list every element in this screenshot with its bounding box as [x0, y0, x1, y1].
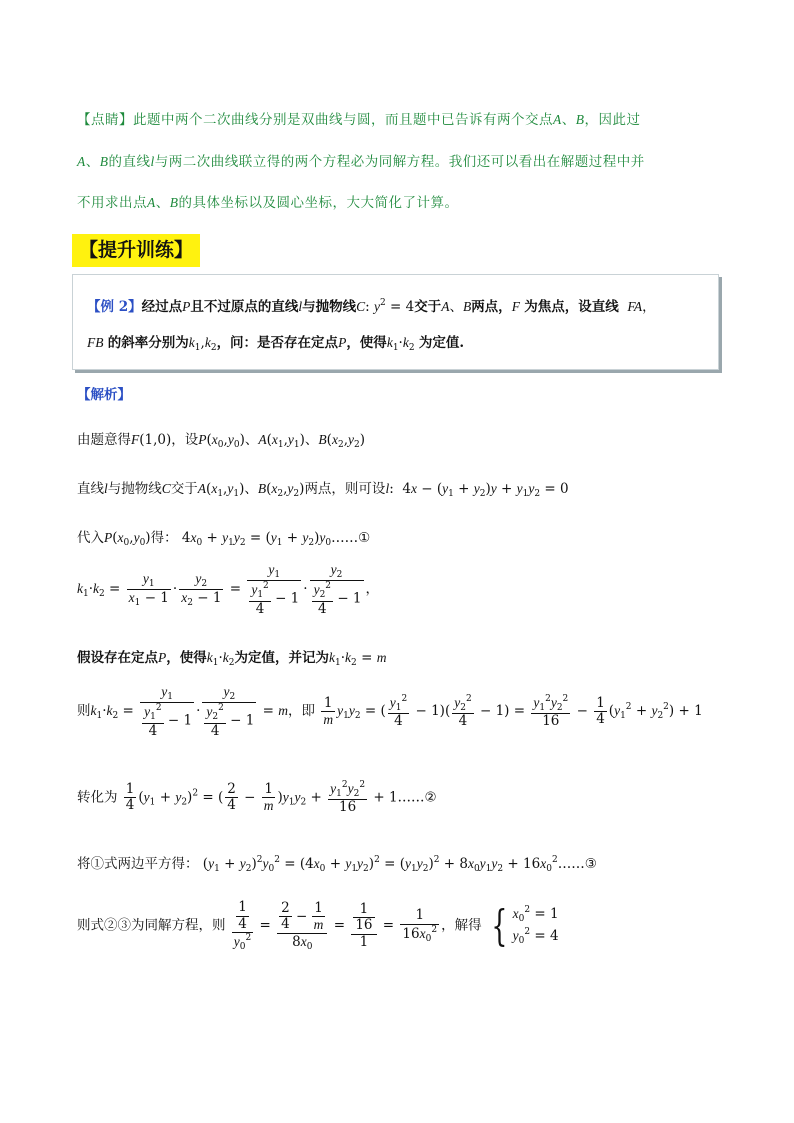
solution-line-4: $k_1\cdot k_2$ = $\frac{y_1}{x_1 - 1}$ · $\frac{y_2}{x_2 - 1}$ = $y_1$ $\frac{y_1^2}{4}$ − 1 · $y_2$ $\frac{y_2^2}{4}$ − 1 ，	[77, 562, 380, 617]
hint-line-2: A、B的直线l与两二次曲线联立得的两个方程必为同解方程。我们还可以看出在解题过程中并	[77, 154, 645, 170]
solution-line-1: 由题意得F(1,0)，设$P(x_0,y_0)$、$A(x_1,y_1)$、$B(x_2,y_2)$	[77, 432, 365, 450]
solution-line-2: 直线l与抛物线C交于$A(x_1,y_1)$、$B(x_2,y_2)$两点，则可设l: $4x - (y_1 + y_2)y + y_1y_2 = 0$	[77, 481, 569, 499]
solution-line-7: 转化为 $\frac{1}{4}$ $(y_1 + y_2)^2$ = ( $\frac{2}{4}$ − $\frac{1}{m}$ )$y_1y_2$ + $\frac{y_1^2y_2^2}{16}$ + 1……②	[77, 780, 437, 816]
hint-line-1: 【点睛】此题中两个二次曲线分别是双曲线与圆，而且题中已告诉有两个交点A、B，因此过	[77, 112, 641, 128]
solution-line-9: 则式②③为同解方程，则 $\frac{\frac{1}{4}}{y_0^2}$ = $\frac{2}{4}$ − $\frac{1}{m}$ $8x_0$ = $\frac{\frac{1}{16}}{1}$ = $\frac{1}{16x_0^2}$ ，解得 { $x_0^2 = 1$ $y_0^2 = 4$	[77, 899, 559, 953]
hint-line-3: 不用求出点A、B的具体坐标以及圆心坐标，大大简化了计算。	[77, 195, 459, 211]
example-line-1: 【例 2】经过点P且不过原点的直线l与抛物线C: $y^2 = 4$交于A、B两点，F 为焦点，设直线 FA，	[87, 298, 656, 315]
solution-line-3: 代入$P(x_0,y_0)$得： $4x_0 + y_1y_2 = (y_1$ + $y_2)y_0\dots\dots ①$	[77, 530, 371, 548]
example-line-2: FB 的斜率分别为$k_1,k_2$，问：是否存在定点P，使得$k_1\cdot k_2$ 为定值.	[87, 335, 465, 353]
solution-label: 【解析】	[77, 387, 131, 403]
solution-line-6: 则$k_1\cdot k_2$ = $y_1$ $\frac{y_1^2}{4}$ − 1 · $y_2$ $\frac{y_2^2}{4}$ − 1 = m，即 $\frac{1}{m}$ $y_1y_2$ = ( $\frac{y_1^2}{4}$ − 1)( $\frac{y_2^2}{4}$ − 1) = $\frac{y_1^2y_2^2}{16}$ − $\frac{1}{4}$ $(y_1^2 + y_2^2) + 1$	[77, 684, 703, 739]
solution-line-5: 假设存在定点P，使得$k_1\cdot k_2$为定值，并记为$k_1\cdot k_2 = m$	[77, 650, 387, 668]
example-box	[72, 274, 719, 370]
section-title: 【提升训练】	[72, 234, 200, 267]
solution-line-8: 将①式两边平方得： $(y_1 + y_2)^2y_0^2 = (4x_0 + y_1y_2)^2 = (y_1y_2)^2 + 8x_0y_1y_2$ + $16x_0^2\dots\dots ③$	[77, 855, 597, 874]
